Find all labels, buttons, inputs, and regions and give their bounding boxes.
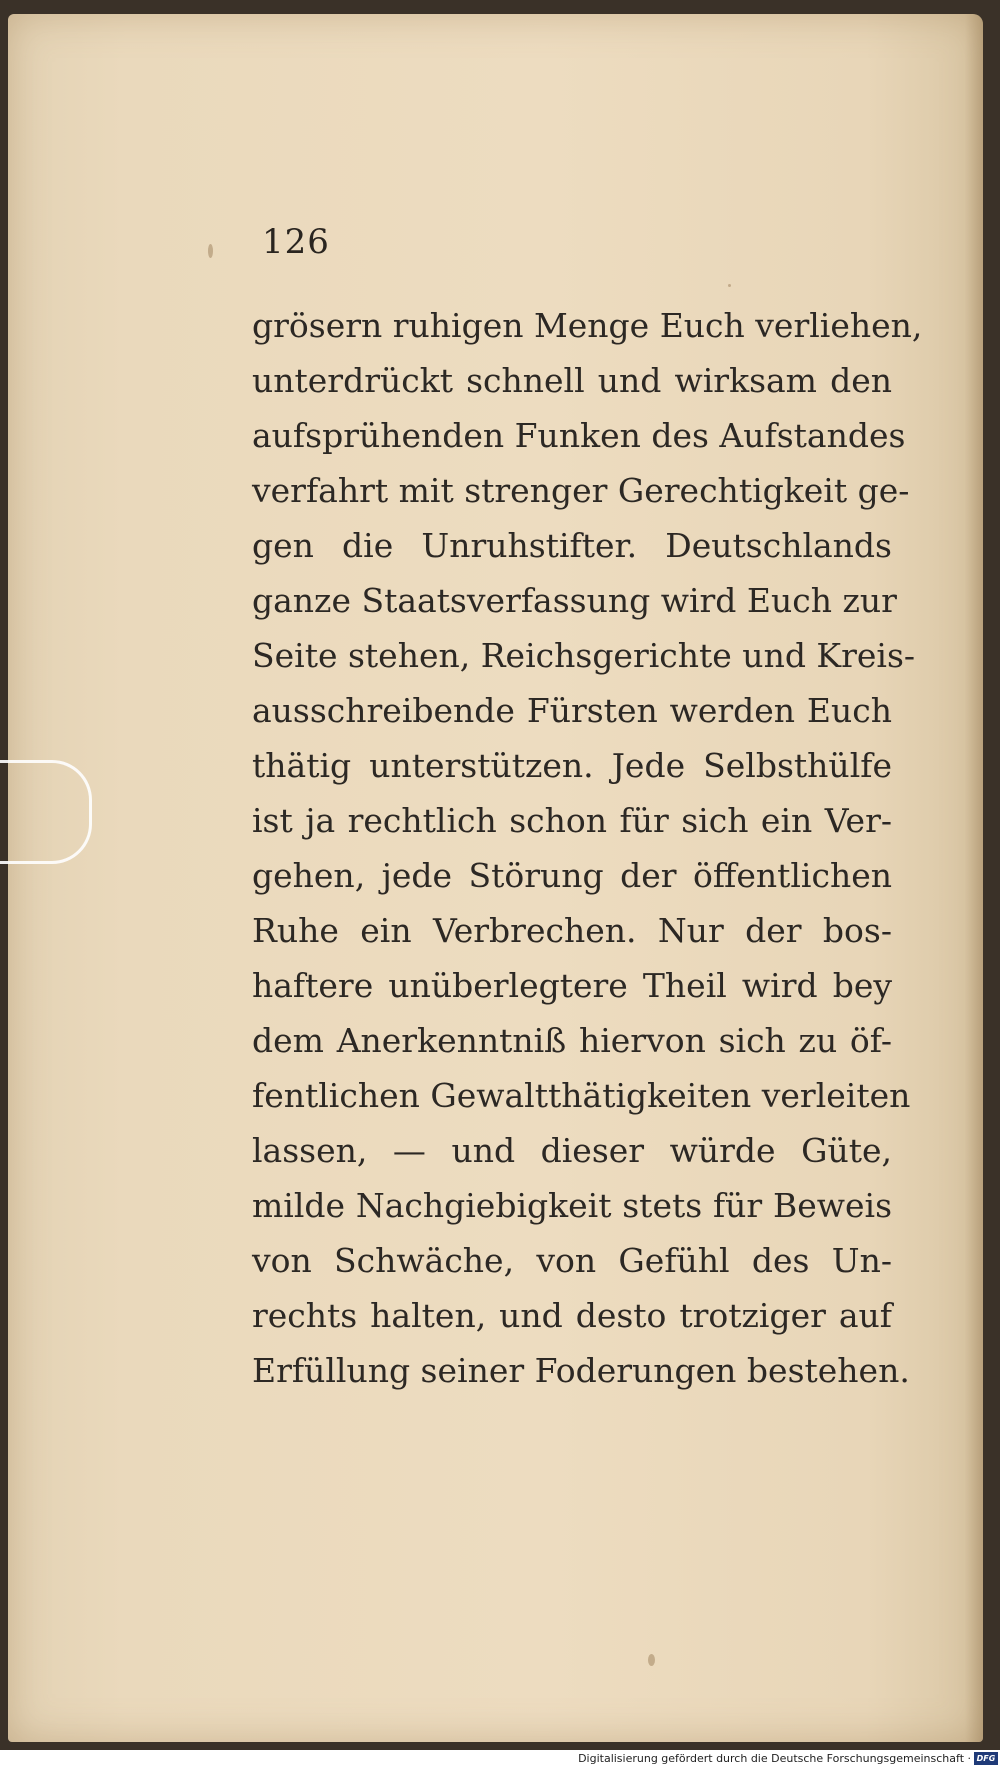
page-number: 126 [262, 222, 330, 262]
text-line: ausschreibende Fürsten werden Euch [252, 691, 892, 730]
text-line: ganze Staatsverfassung wird Euch zur [252, 581, 897, 620]
text-line: unterdrückt schnell und wirksam den [252, 361, 892, 400]
text-line: milde Nachgiebigkeit stets für Beweis [252, 1186, 892, 1225]
text-line: Erfüllung seiner Foderungen bestehen. [252, 1351, 910, 1390]
text-line: fentlichen Gewaltthätigkeiten verleiten [252, 1076, 911, 1115]
text-line: dem Anerkenntniß hiervon sich zu öf- [252, 1021, 892, 1060]
text-line: Seite stehen, Reichsgerichte und Kreis- [252, 636, 916, 675]
page-edge-shadow [965, 14, 983, 1742]
text-line: thätig unterstützen. Jede Selbsthülfe [252, 746, 892, 785]
text-line: aufsprühenden Funken des Aufstandes [252, 416, 906, 455]
text-line: gen die Unruhstifter. Deutschlands [252, 526, 892, 565]
dfg-logo: DFG [974, 1752, 998, 1765]
text-line: rechts halten, und desto trotziger auf [252, 1296, 892, 1335]
text-line: gehen, jede Störung der öffentlichen [252, 856, 892, 895]
text-line: ist ja rechtlich schon für sich ein Ver- [252, 801, 892, 840]
text-line: von Schwäche, von Gefühl des Un- [252, 1241, 892, 1280]
text-line: grösern ruhigen Menge Euch verliehen, [252, 306, 923, 345]
text-line: lassen, — und dieser würde Güte, [252, 1131, 892, 1170]
paper-stain [208, 244, 213, 258]
text-line: verfahrt mit strenger Gerechtigkeit ge- [252, 471, 910, 510]
credit-text: Digitalisierung gefördert durch die Deutsche Forschungsgemeinschaft · [578, 1752, 971, 1765]
page-clip-marker [0, 760, 92, 864]
text-line: haftere unüberlegtere Theil wird bey [252, 966, 892, 1005]
digitization-credit [578, 1750, 998, 1767]
body-text [252, 298, 923, 1398]
text-line: Ruhe ein Verbrechen. Nur der bos- [252, 911, 892, 950]
paper-stain [648, 1654, 655, 1666]
paper-stain [728, 284, 731, 287]
